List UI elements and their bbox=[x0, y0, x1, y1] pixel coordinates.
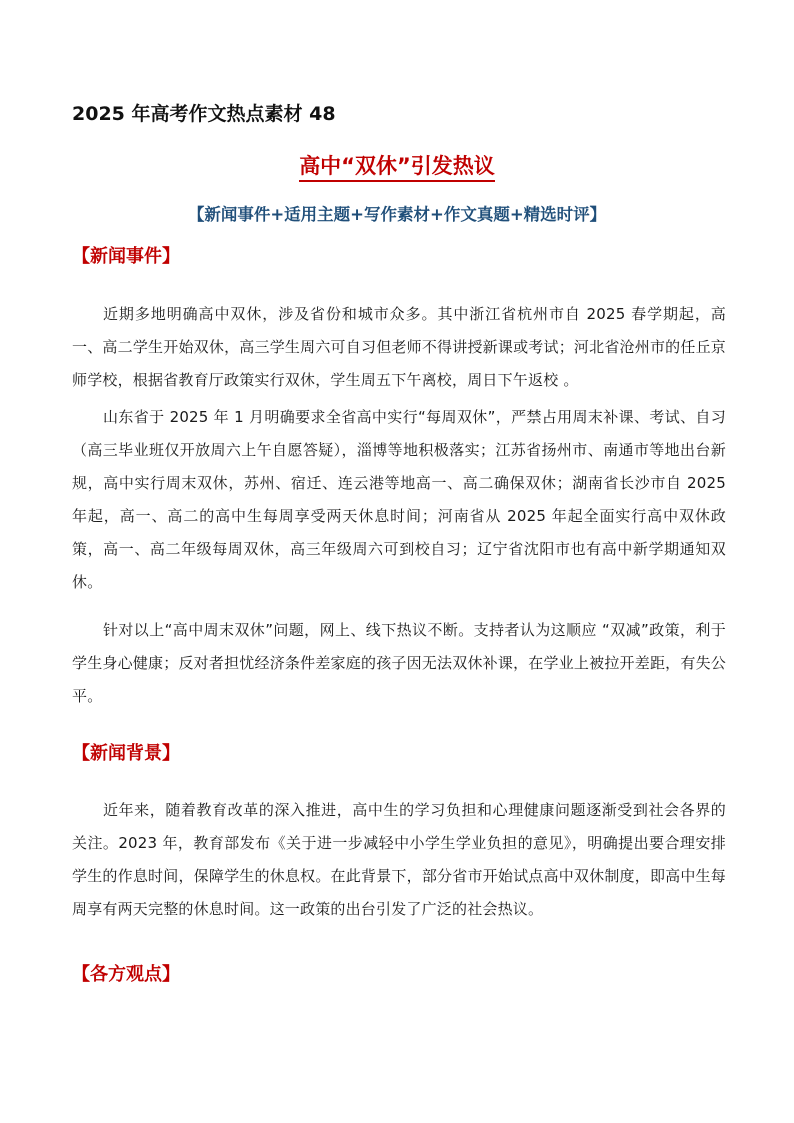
article-main-title bbox=[0, 150, 794, 180]
article-subtitle: 【新闻事件+适用主题+写作素材+作文真题+精选时评】 bbox=[187, 205, 607, 224]
news-event-paragraph: 近期多地明确高中双休，涉及省份和城市众多。其中浙江省杭州市自 2025 春学期起，高一、高二学生开始双休，高三学生周六可自习但老师不得讲授新课或考试；河北省沧州市的任丘京师学校，根据省教育厅政策实行双休，学生周五下午离校，周日下午返校 。 bbox=[72, 305, 726, 389]
section-heading-news-background: 【新闻背景】 bbox=[72, 743, 180, 764]
section-heading-news-event: 【新闻事件】 bbox=[72, 246, 180, 267]
section-heading-viewpoints: 【各方观点】 bbox=[72, 964, 180, 985]
article-main-title-text: 高中“双休”引发热议 bbox=[299, 154, 495, 182]
document-title: 2025 年高考作文热点素材 48 bbox=[72, 103, 336, 125]
news-event-paragraph: 针对以上“高中周末双休”问题，网上、线下热议不断。支持者认为这顺应 “双减”政策，利于学生身心健康；反对者担忧经济条件差家庭的孩子因无法双休补课，在学业上被拉开差距，有失公平。 bbox=[72, 621, 726, 705]
news-event-paragraph: 山东省于 2025 年 1 月明确要求全省高中实行“每周双休”，严禁占用周末补课、考试、自习（高三毕业班仅开放周六上午自愿答疑），淄博等地积极落实；江苏省扬州市、南通市等地出台新规，高中实行周末双休，苏州、宿迁、连云港等地高一、高二确保双休；湖南省长沙市自 2025 年起，高一、高二的高中生每周享受两天休息时间；河南省从 2025 年起全面实行高中双休政策，高一、高二年级每周双休，高三年级周六可到校自习；辽宁省沈阳市也有高中新学期通知双休。 bbox=[72, 408, 726, 591]
news-background-paragraph: 近年来，随着教育改革的深入推进，高中生的学习负担和心理健康问题逐渐受到社会各界的关注。2023 年，教育部发布《关于进一步减轻中小学生学业负担的意见》，明确提出要合理安排学生的作息时间，保障学生的休息权。在此背景下，部分省市开始试点高中双休制度，即高中生每周享有两天完整的休息时间。这一政策的出台引发了广泛的社会热议。 bbox=[72, 801, 726, 918]
